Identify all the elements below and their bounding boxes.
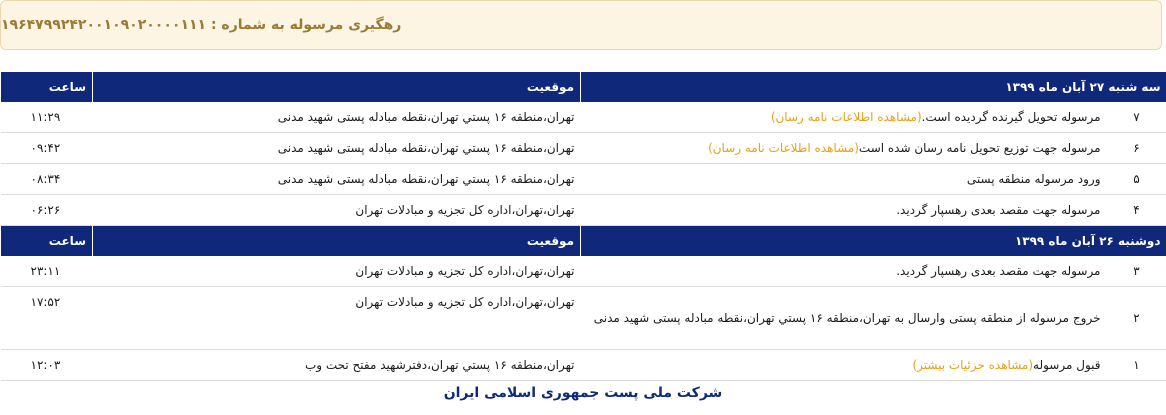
table-row xyxy=(1,195,1166,226)
tracking-title: رهگیری مرسوله به شماره : ۱۹۶۴۷۹۹۲۴۲۰۰۱۰۹۰۲۰۰۰۰۱۱۱ xyxy=(1,17,402,33)
time-cell: ۰۶:۲۶ xyxy=(1,195,93,226)
status-description xyxy=(581,102,1107,133)
row-number: ۲ xyxy=(1107,287,1166,350)
time-cell: ۰۸:۳۴ xyxy=(1,164,93,195)
location-cell: تهران،تهران،اداره کل تجزیه و مبادلات تهران xyxy=(93,287,581,350)
table-row xyxy=(1,102,1166,133)
time-header: ساعت xyxy=(1,226,93,257)
time-cell: ۱۲:۰۳ xyxy=(1,350,93,381)
status-description: مرسوله جهت مقصد بعدی رهسپار گردید. xyxy=(581,256,1107,287)
more-details-link[interactable]: (مشاهده جزئیات بیشتر) xyxy=(912,358,1034,372)
status-description: مرسوله جهت مقصد بعدی رهسپار گردید. xyxy=(581,195,1107,226)
location-header: موقعیت xyxy=(93,226,581,257)
location-cell: تهران،منطقه ۱۶ پستي تهران،دفترشهید مفتح تحت وب xyxy=(93,350,581,381)
date-header: دوشنبه ۲۶ آبان ماه ۱۳۹۹ xyxy=(581,226,1166,257)
date-header-row xyxy=(1,72,1166,102)
location-cell: تهران،منطقه ۱۶ پستي تهران،نقطه مبادله پستی شهید مدنی xyxy=(93,164,581,195)
time-cell: ۰۹:۴۲ xyxy=(1,133,93,164)
table-row xyxy=(1,133,1166,164)
row-number: ۳ xyxy=(1107,256,1166,287)
row-number: ۶ xyxy=(1107,133,1166,164)
location-cell: تهران،تهران،اداره کل تجزیه و مبادلات تهران xyxy=(93,256,581,287)
table-row xyxy=(1,287,1166,350)
date-header-row xyxy=(1,226,1166,257)
location-cell: تهران،تهران،اداره کل تجزیه و مبادلات تهران xyxy=(93,195,581,226)
row-number: ۴ xyxy=(1107,195,1166,226)
time-cell: ۱۱:۲۹ xyxy=(1,102,93,133)
status-description xyxy=(581,133,1107,164)
row-number: ۵ xyxy=(1107,164,1166,195)
row-number: ۱ xyxy=(1107,350,1166,381)
location-cell: تهران،منطقه ۱۶ پستي تهران،نقطه مبادله پستی شهید مدنی xyxy=(93,102,581,133)
location-header: موقعیت xyxy=(93,72,581,102)
status-description: خروج مرسوله از منطقه پستی وارسال به تهران،منطقه ۱۶ پستي تهران،نقطه مبادله پستی شهید مدنی xyxy=(581,287,1107,350)
location-cell: تهران،منطقه ۱۶ پستي تهران،نقطه مبادله پستی شهید مدنی xyxy=(93,133,581,164)
time-cell: ۲۳:۱۱ xyxy=(1,256,93,287)
time-cell: ۱۷:۵۲ xyxy=(1,287,93,350)
tracking-table xyxy=(0,72,1166,381)
status-text: مرسوله تحویل گیرنده گردیده است. xyxy=(921,110,1101,124)
table-row xyxy=(1,350,1166,381)
status-text: قبول مرسوله xyxy=(1033,358,1101,372)
table-row xyxy=(1,256,1166,287)
row-number: ۷ xyxy=(1107,102,1166,133)
postman-info-link[interactable]: (مشاهده اطلاعات نامه رسان) xyxy=(770,110,922,124)
table-row xyxy=(1,164,1166,195)
footer-company-name: شرکت ملی پست جمهوری اسلامی ایران xyxy=(443,385,723,401)
time-header: ساعت xyxy=(1,72,93,102)
tracking-banner xyxy=(0,0,1162,50)
date-header: سه شنبه ۲۷ آبان ماه ۱۳۹۹ xyxy=(581,72,1166,102)
postman-info-link[interactable]: (مشاهده اطلاعات نامه رسان) xyxy=(708,141,859,155)
status-description xyxy=(581,350,1107,381)
status-text: مرسوله جهت توزیع تحویل نامه رسان شده است xyxy=(858,141,1101,155)
status-description: ورود مرسوله منطقه پستی xyxy=(581,164,1107,195)
